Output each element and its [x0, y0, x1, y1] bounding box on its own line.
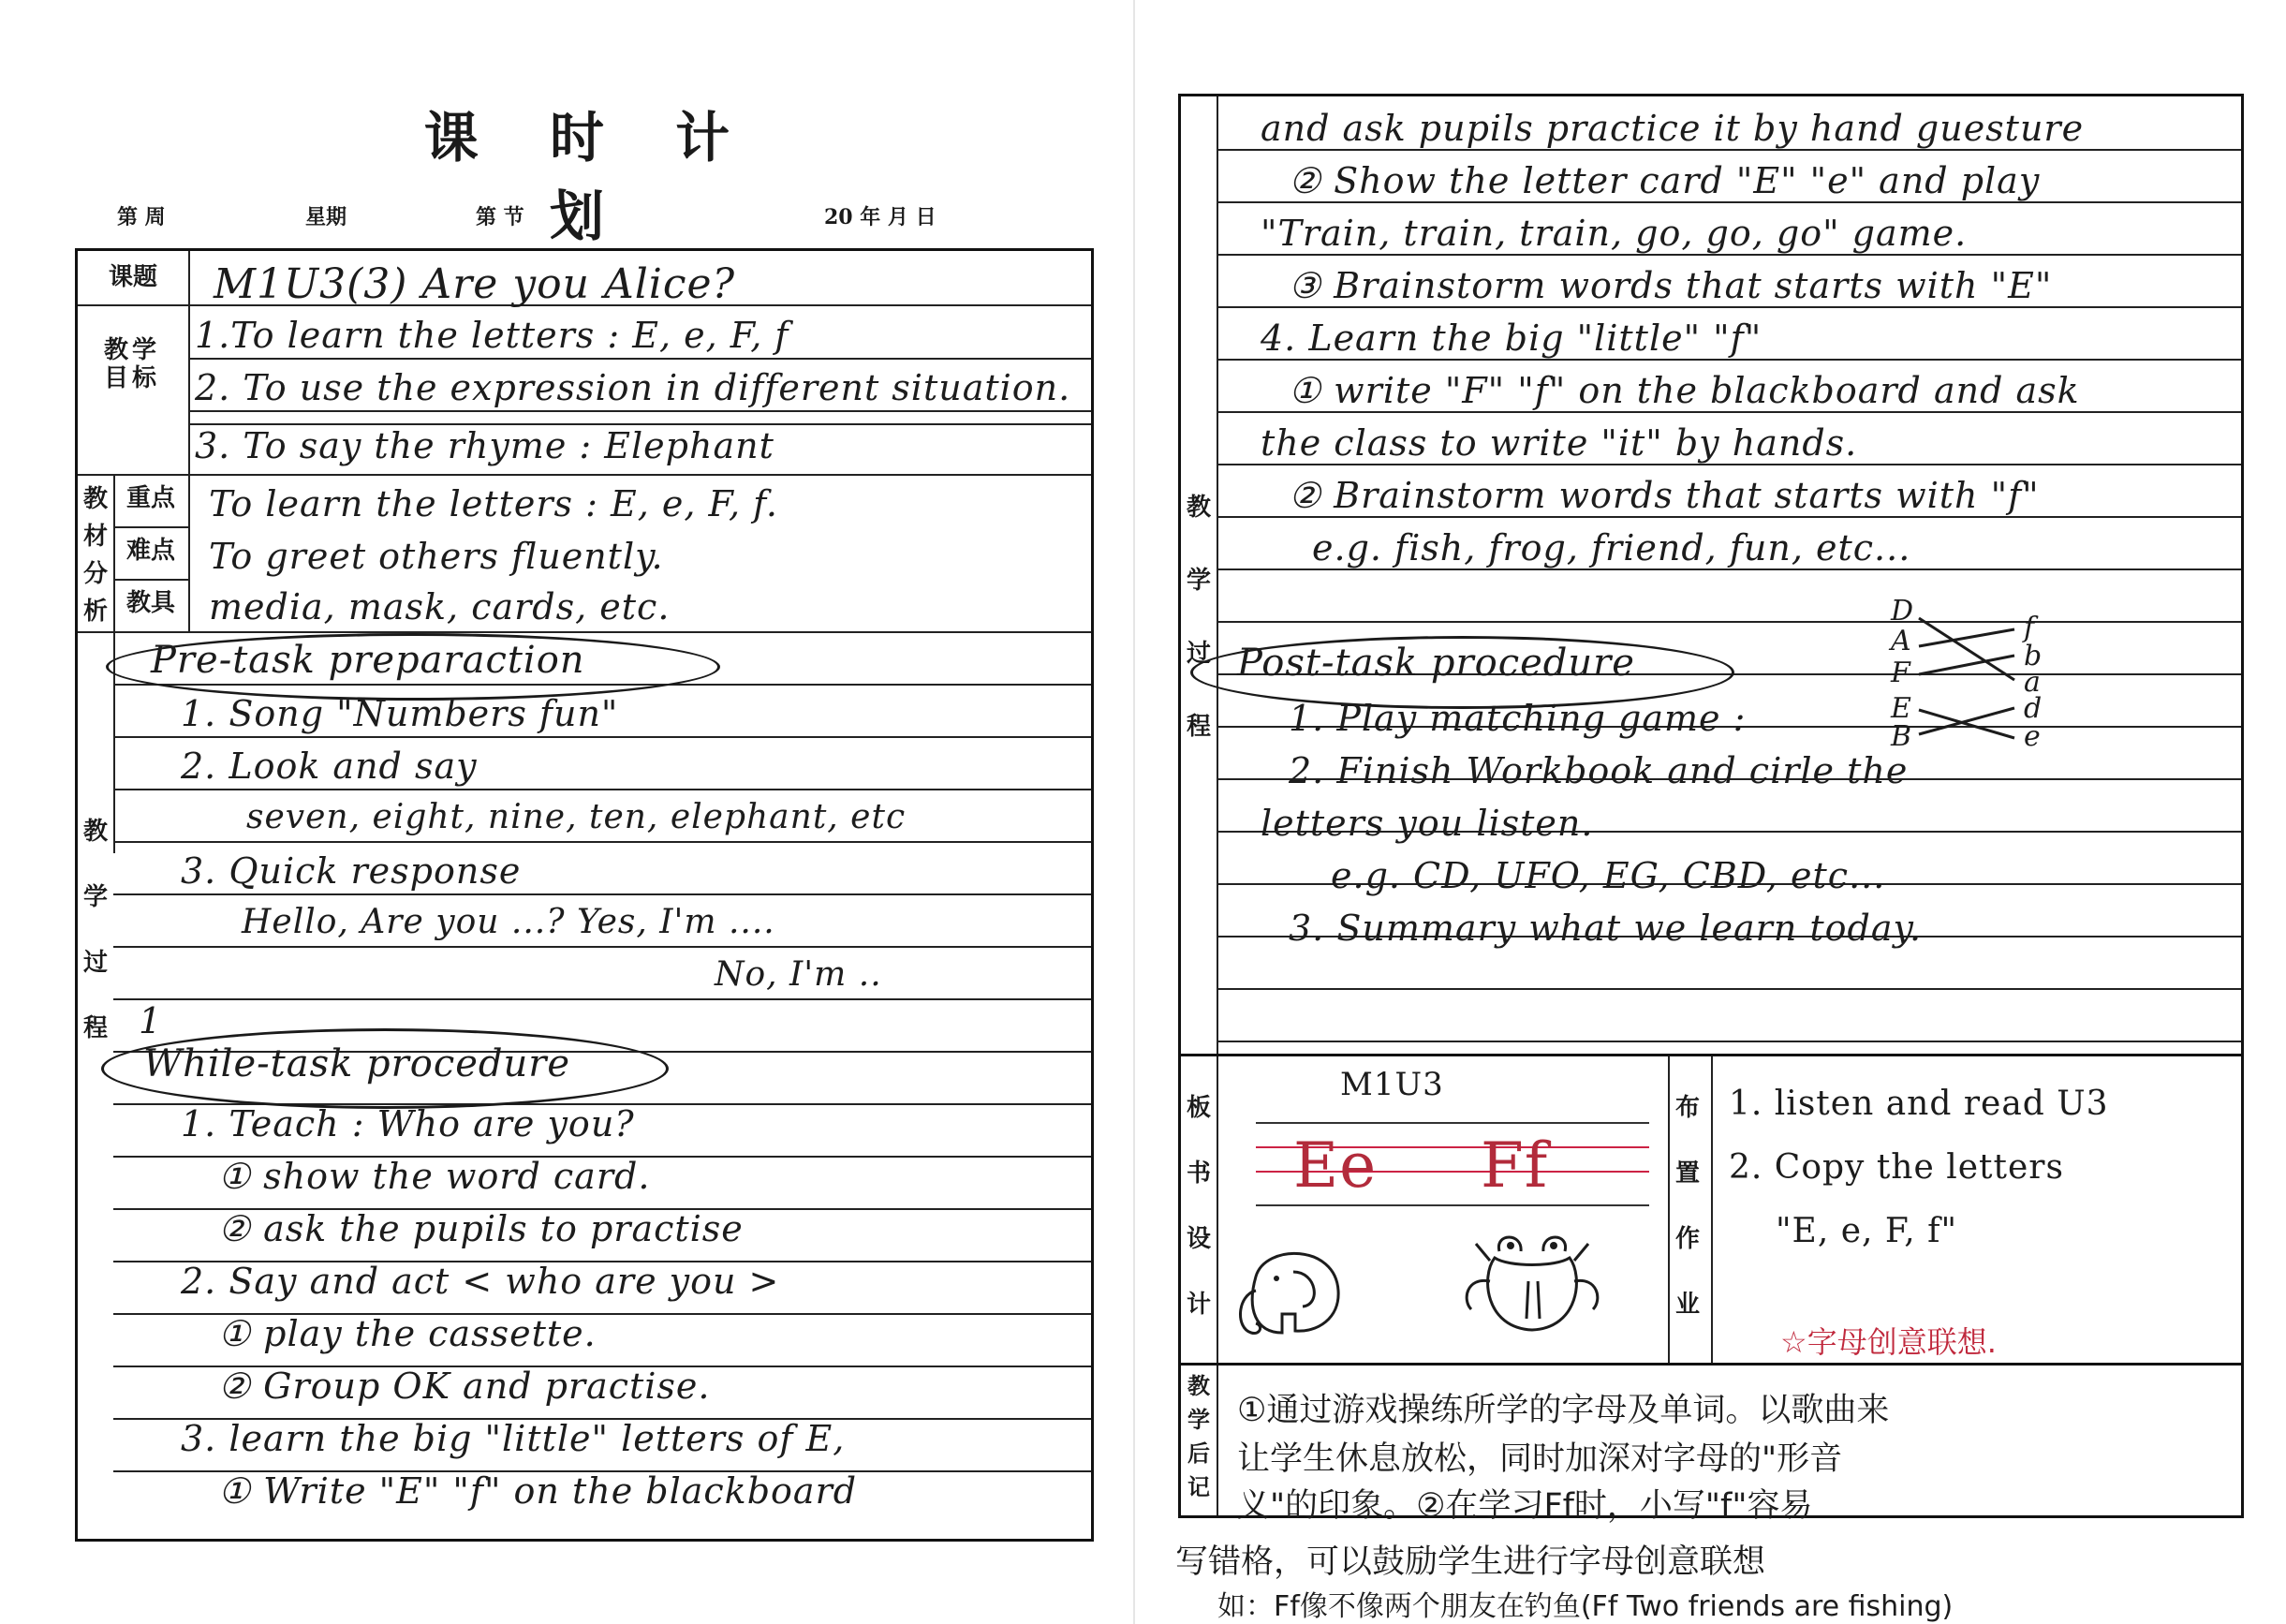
process-line: and ask pupils practice it by hand guesture — [1261, 108, 2085, 149]
board-homework-table — [1178, 1054, 2244, 1368]
matching-left-letter: E — [1891, 692, 1912, 725]
ruled-line — [188, 410, 1091, 412]
row-divider — [113, 579, 188, 581]
ruled-line — [188, 358, 1091, 360]
elephant-drawing-icon — [1228, 1239, 1359, 1351]
ruled-line — [113, 893, 1091, 895]
post-task-line: e.g. CD, UFO, EG, CBD, etc... — [1331, 855, 1886, 896]
match-line — [1919, 629, 2014, 646]
pre-task-line: 1 — [139, 1000, 163, 1041]
ruled-line — [113, 998, 1091, 1000]
objective-1: 1.To learn the letters : E, e, F, f — [195, 315, 789, 356]
table-divider — [188, 474, 190, 631]
process-line: the class to write "it" by hands. — [1261, 422, 1858, 464]
pre-task-line: Hello, Are you ...? Yes, I'm .... — [242, 903, 775, 941]
key-point-text: To learn the letters : E, e, F, f. — [209, 483, 778, 524]
label-aids: 教具 — [125, 589, 175, 617]
header-weekday: 星期 — [305, 205, 347, 229]
matching-game-diagram — [1883, 595, 2099, 757]
matching-right-letter: b — [2024, 640, 2043, 672]
ruled-line — [1217, 306, 2241, 308]
match-line — [1919, 708, 2014, 734]
matching-right-letter: e — [2024, 720, 2042, 753]
topic-text: M1U3(3) Are you Alice? — [214, 260, 736, 308]
board-lines — [1256, 1122, 1649, 1225]
row-divider — [78, 474, 1091, 476]
while-task-line: ① show the word card. — [218, 1156, 651, 1197]
ruled-line — [1217, 464, 2241, 465]
reflection-line: 写错格，可以鼓励学生进行字母创意联想 — [1175, 1543, 1766, 1581]
while-task-line: 2. Say and act < who are you > — [181, 1261, 780, 1302]
while-task-line: ② Group OK and practise. — [218, 1366, 711, 1407]
ruled-line — [113, 789, 1091, 790]
ruled-line — [1217, 516, 2241, 518]
reflection-line: 让学生休息放松，同时加深对字母的"形音 — [1237, 1440, 1843, 1478]
header-period: 第 节 — [476, 205, 524, 229]
matching-left-letter: B — [1891, 720, 1913, 753]
matching-right-letter: f — [2024, 612, 2036, 644]
while-task-line: ② ask the pupils to practise — [218, 1208, 744, 1249]
process-line: ③ Brainstorm words that starts with "E" — [1289, 265, 2053, 306]
difficulty-text: To greet others fluently. — [209, 536, 664, 577]
while-task-line: ① Write "E" "f" on the blackboard — [218, 1470, 858, 1512]
post-task-line: 2. Finish Workbook and cirle the — [1289, 750, 1909, 791]
reflection-line: 义"的印象。②在学习Ff时，小写"f"容易 — [1237, 1487, 1813, 1525]
objective-3: 3. To say the rhyme : Elephant — [195, 425, 774, 466]
label-materials-analysis: 教材分析 — [82, 485, 108, 626]
ruled-line — [1217, 988, 2241, 990]
while-task-line: 1. Teach : Who are you? — [181, 1103, 635, 1144]
board-line — [1256, 1204, 1649, 1206]
label-process: 教学过程 — [82, 818, 108, 1042]
while-task-line: ① play the cassette. — [218, 1313, 597, 1354]
left-page — [0, 0, 1124, 1624]
pre-task-line: 2. Look and say — [181, 746, 478, 787]
process-line: 4. Learn the big "little" "f" — [1261, 317, 1762, 359]
process-line: "Train, train, train, go, go, go" game. — [1261, 213, 1968, 254]
frog-drawing-icon — [1457, 1225, 1607, 1347]
label-key-point: 重点 — [125, 484, 175, 512]
board-letter-ee: Ee — [1293, 1129, 1378, 1202]
label-topic: 课题 — [108, 263, 157, 291]
ruled-line — [1217, 254, 2241, 256]
post-task-line: 1. Play matching game : — [1289, 698, 1747, 739]
matching-left-letter: F — [1891, 657, 1911, 689]
homework-line: 1. listen and read U3 — [1729, 1085, 2109, 1123]
label-board-design: 板书设计 — [1186, 1094, 1211, 1319]
matching-left-letter: D — [1891, 595, 1915, 627]
table-divider — [1668, 1056, 1670, 1366]
table-divider — [188, 251, 190, 474]
label-homework: 布置作业 — [1674, 1094, 1700, 1319]
process-line: ② Brainstorm words that starts with "f" — [1289, 475, 2040, 516]
ruled-line — [1217, 201, 2241, 203]
aids-text: media, mask, cards, etc. — [209, 586, 671, 627]
row-divider — [113, 526, 188, 528]
label-difficulty: 难点 — [125, 537, 175, 565]
homework-note: ☆字母创意联想. — [1780, 1324, 1997, 1360]
header-date: 20 年 月 日 — [824, 205, 937, 229]
post-task-line: 3. Summary what we learn today. — [1289, 908, 1923, 949]
process-continuation-table — [1178, 94, 2244, 1106]
matching-left-letter: A — [1891, 625, 1912, 657]
board-line — [1256, 1122, 1649, 1124]
table-divider — [1217, 1056, 1218, 1366]
right-page — [1143, 0, 2286, 1624]
objective-2: 2. To use the expression in different situation. — [195, 367, 1071, 408]
process-line: ② Show the letter card "E" "e" and play — [1289, 160, 2041, 201]
matching-right-letter: d — [2024, 692, 2043, 725]
board-letter-ff: Ff — [1481, 1129, 1549, 1202]
book-spine — [1133, 0, 1135, 1624]
while-task-heading: While-task procedure — [143, 1042, 571, 1085]
match-line — [1919, 710, 2014, 738]
pre-task-heading: Pre-task preparaction — [151, 639, 585, 682]
ruled-line — [1217, 568, 2241, 570]
label-process-right: 教学过程 — [1186, 494, 1211, 741]
header-week: 第 周 — [117, 205, 166, 229]
homework-line: "E, e, F, f" — [1776, 1212, 1958, 1250]
ruled-line — [113, 946, 1091, 948]
reflection-line: ①通过游戏操练所学的字母及单词。以歌曲来 — [1237, 1392, 1890, 1429]
while-task-line: 3. learn the big "little" letters of E, — [181, 1418, 846, 1459]
ruled-line — [1217, 149, 2241, 151]
post-task-heading: Post-task procedure — [1237, 642, 1635, 685]
table-divider — [1711, 1056, 1713, 1366]
ruled-line — [1217, 1041, 2241, 1042]
process-line: ① write "F" "f" on the blackboard and ask — [1289, 370, 2080, 411]
board-title: M1U3 — [1340, 1066, 1444, 1103]
table-divider — [1217, 1366, 1218, 1515]
ruled-line — [113, 841, 1091, 843]
reflection-table — [1178, 1363, 2244, 1525]
matching-right-letter: a — [2024, 666, 2042, 699]
ruled-line — [1217, 359, 2241, 361]
page-title: 课 时 计 划 — [423, 106, 757, 248]
pre-task-line: 3. Quick response — [181, 850, 522, 892]
pre-task-line: No, I'm .. — [715, 955, 882, 994]
pre-task-line: 1. Song "Numbers fun" — [181, 693, 619, 734]
label-objectives: 教学目标 — [104, 336, 161, 392]
row-divider — [78, 631, 1091, 633]
process-line: e.g. fish, frog, friend, fun, etc... — [1312, 527, 1911, 568]
post-task-line: letters you listen. — [1261, 803, 1594, 844]
pre-task-line: seven, eight, nine, ten, elephant, etc — [246, 798, 907, 836]
homework-line: 2. Copy the letters — [1729, 1148, 2064, 1187]
ruled-line — [1217, 411, 2241, 413]
lesson-plan-table — [75, 248, 1094, 1542]
ruled-line — [113, 736, 1091, 738]
label-reflection: 教学后记 — [1187, 1372, 1210, 1500]
table-divider — [1217, 96, 1218, 1103]
reflection-line: 如：Ff像不像两个朋友在钓鱼(Ff Two friends are fishing) — [1217, 1590, 1954, 1623]
